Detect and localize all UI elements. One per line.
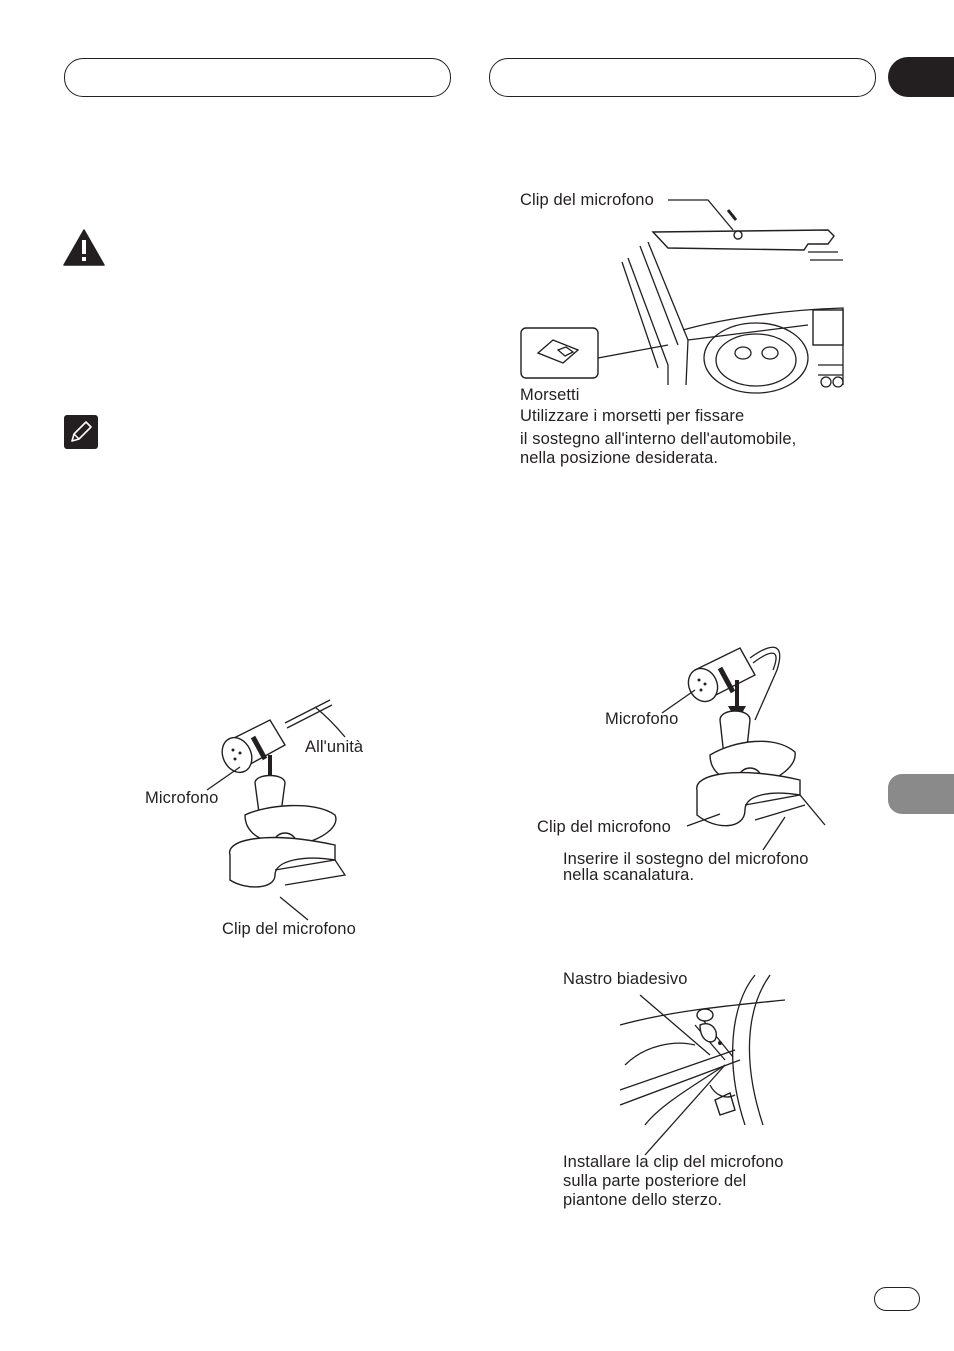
groove-caption-line1: Inserire il sostegno del microfono — [563, 850, 809, 868]
car-interior-drawing — [518, 190, 848, 390]
tape-label: Nastro biadesivo — [563, 970, 688, 988]
clip-leader-left — [278, 895, 318, 925]
mic-clip-right-drawing — [685, 640, 835, 840]
car-caption-line1: Utilizzare i morsetti per fissare — [520, 407, 745, 425]
clip-label-top: Clip del microfono — [520, 191, 654, 209]
groove-caption-line2: nella scanalatura. — [563, 866, 695, 884]
clip-label-left: Clip del microfono — [222, 920, 356, 938]
mic-label-left: Microfono — [145, 789, 219, 807]
car-caption-line2: il sostegno all'interno dell'automobile, — [520, 430, 797, 448]
to-unit-label: All'unità — [305, 738, 364, 756]
clamps-label: Morsetti — [520, 386, 580, 404]
page-number-oval — [874, 1287, 920, 1311]
mic-leader-right — [660, 688, 700, 718]
steering-caption-line3: piantone dello sterzo. — [563, 1191, 723, 1209]
section-tab — [888, 57, 954, 97]
mic-leader-left — [205, 765, 245, 795]
groove-leader — [755, 815, 795, 855]
header-pill-left — [64, 58, 451, 97]
warning-icon — [63, 229, 105, 267]
car-caption-line3: nella posizione desiderata. — [520, 449, 719, 467]
mic-label-right: Microfono — [605, 710, 679, 728]
header-pill-right — [489, 58, 876, 97]
steering-caption-line1: Installare la clip del microfono — [563, 1153, 784, 1171]
note-icon — [64, 415, 98, 449]
side-tab — [888, 774, 954, 814]
steering-column-drawing — [615, 965, 815, 1165]
clip-leader-right — [685, 812, 725, 832]
steering-caption-line2: sulla parte posteriore del — [563, 1172, 747, 1190]
clip-label-right: Clip del microfono — [537, 818, 671, 836]
